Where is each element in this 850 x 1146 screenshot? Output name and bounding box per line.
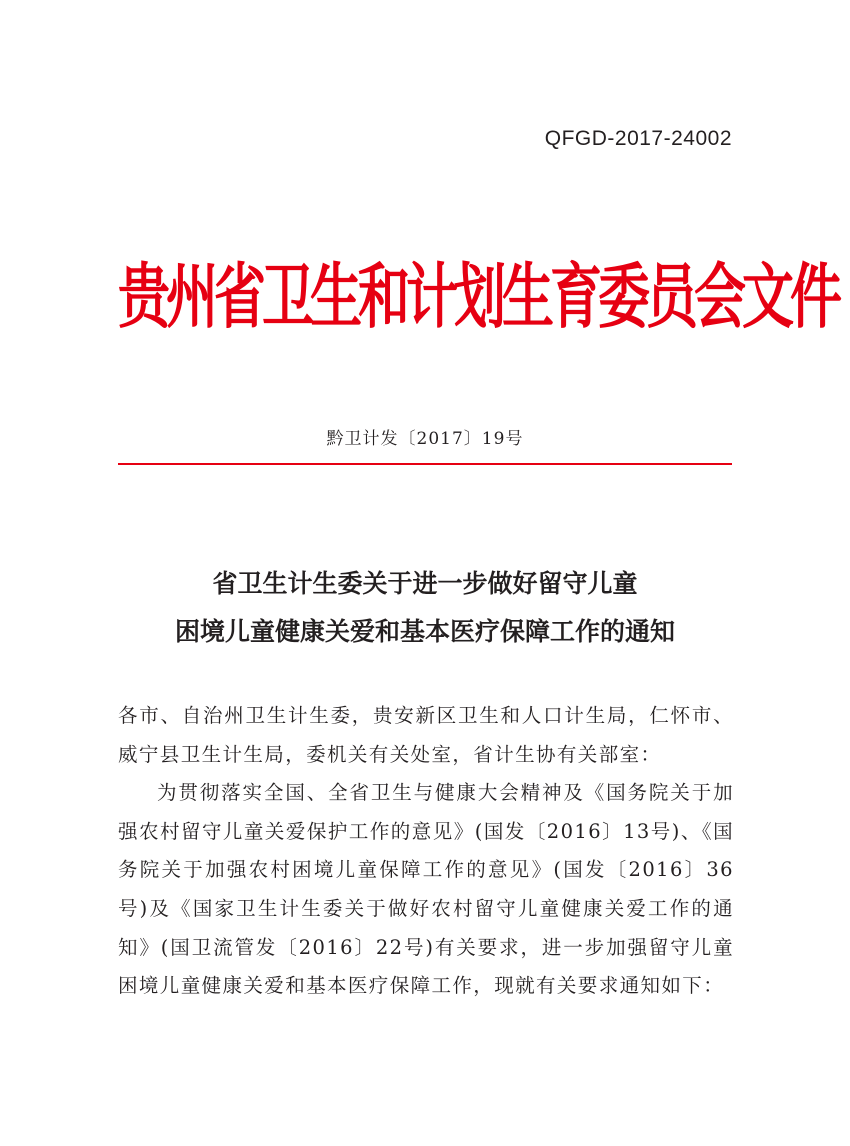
title-line-1: 省卫生计生委关于进一步做好留守儿童 [212,569,638,598]
body-paragraph-1: 为贯彻落实全国、全省卫生与健康大会精神及《国务院关于加强农村留守儿童关爱保护工作的意见》(国发〔2016〕13号)、《国务院关于加强农村困境儿童保障工作的意见》(国发〔2016〕36号)及《国家卫生计生委关于做好农村留守儿童健康关爱工作的通知》(国卫流管发〔2016〕22号)有关要求，进一步加强留守儿童困境儿童健康关爱和基本医疗保障工作，现就有关要求通知如下： [118,781,734,998]
document-body [118,697,734,1006]
document-code: QFGD-2017-24002 [544,127,732,150]
document-title [100,560,750,656]
document-number: 黔卫计发〔2017〕19号 [326,429,524,449]
issuer-header-text: 贵州省卫生和计划生育委员会文件 [118,256,839,339]
addressees-paragraph: 各市、自治州卫生计生委，贵安新区卫生和人口计生局，仁怀市、威宁县卫生计生局，委机关有关处室，省计生协有关部室： [118,704,734,766]
red-divider-line [118,463,732,465]
title-line-2: 困境儿童健康关爱和基本医疗保障工作的通知 [174,617,675,646]
issuer-header [118,256,839,339]
